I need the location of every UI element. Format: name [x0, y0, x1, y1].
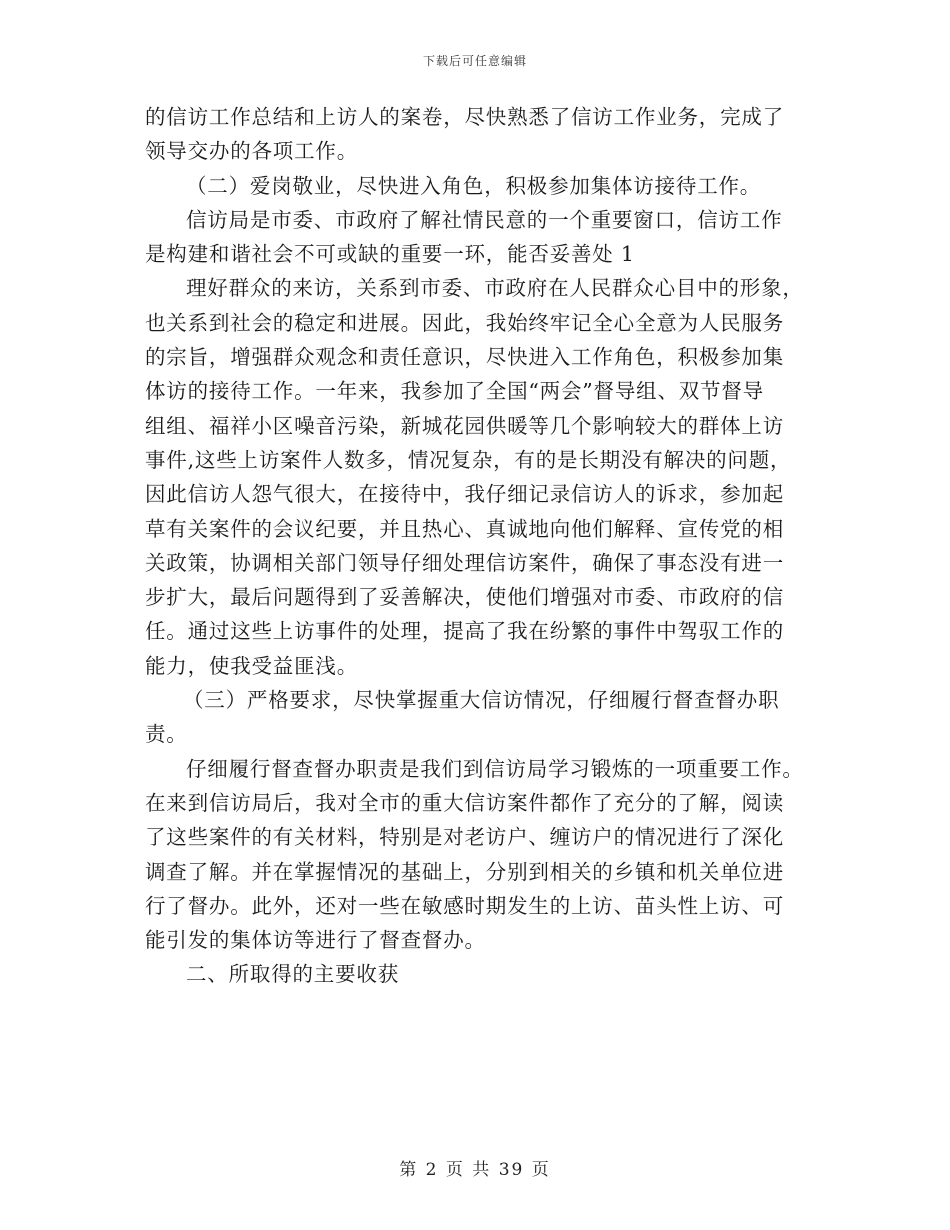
- section-heading: （三）严格要求，尽快掌握重大信访情况，仔细履行督查督办职: [183, 688, 780, 713]
- body-line: 步扩大，最后问题得到了妥善解决，使他们增强对市委、市政府的信: [145, 585, 784, 610]
- body-line: 调查了解。并在掌握情况的基础上，分别到相关的乡镇和机关单位进: [145, 859, 784, 884]
- body-line: 能力，使我受益匪浅。: [145, 653, 358, 678]
- body-line: 的宗旨，增强群众观念和责任意识，尽快进入工作角色，积极参加集: [145, 345, 784, 370]
- body-line: 任。通过这些上访事件的处理，提高了我在纷繁的事件中驾驭工作的: [145, 619, 784, 644]
- body-line: 领导交办的各项工作。: [145, 139, 358, 164]
- body-line: 事件,这些上访案件人数多，情况复杂，有的是长期没有解决的问题，: [145, 447, 792, 472]
- body-line: 信访局是市委、市政府了解社情民意的一个重要窗口，信访工作: [186, 207, 783, 232]
- body-line: 在来到信访局后，我对全市的重大信访案件都作了充分的了解，阅读: [145, 790, 784, 815]
- body-line: 体访的接待工作。一年来，我参加了全国“两会”督导组、双节督导: [145, 379, 764, 404]
- body-line: 关政策，协调相关部门领导仔细处理信访案件，确保了事态没有进一: [145, 550, 784, 575]
- body-line: 责。: [145, 722, 188, 747]
- section-heading: 二、所取得的主要收获: [186, 962, 399, 987]
- body-line: 组组、福祥小区噪音污染，新城花园供暖等几个影响较大的群体上访: [145, 413, 784, 438]
- page-header: 下载后可任意编辑: [422, 54, 527, 68]
- document-body: [145, 100, 810, 992]
- body-line: 能引发的集体访等进行了督查督办。: [145, 928, 486, 953]
- body-line: 仔细履行督查督办职责是我们到信访局学习锻炼的一项重要工作。: [186, 756, 804, 781]
- page-number: 第 2 页 共 39 页: [399, 1160, 551, 1180]
- body-line: 因此信访人怨气很大，在接待中，我仔细记录信访人的诉求，参加起: [145, 482, 784, 507]
- body-line: 是构建和谐社会不可或缺的重要一环，能否妥善处 1: [145, 242, 635, 267]
- body-line: 也关系到社会的稳定和进展。因此，我始终牢记全心全意为人民服务: [145, 310, 784, 335]
- body-line: 了这些案件的有关材料，特别是对老访户、缠访户的情况进行了深化: [145, 825, 784, 850]
- body-line: 草有关案件的会议纪要，并且热心、真诚地向他们解释、宣传党的相: [145, 516, 784, 541]
- body-line: 的信访工作总结和上访人的案卷，尽快熟悉了信访工作业务，完成了: [145, 105, 784, 129]
- body-line: 行了督办。此外，还对一些在敏感时期发生的上访、苗头性上访、可: [145, 893, 784, 918]
- section-heading: （二）爱岗敬业，尽快进入角色，积极参加集体访接待工作。: [186, 173, 762, 198]
- body-line: 理好群众的来访，关系到市委、市政府在人民群众心目中的形象，: [186, 276, 804, 301]
